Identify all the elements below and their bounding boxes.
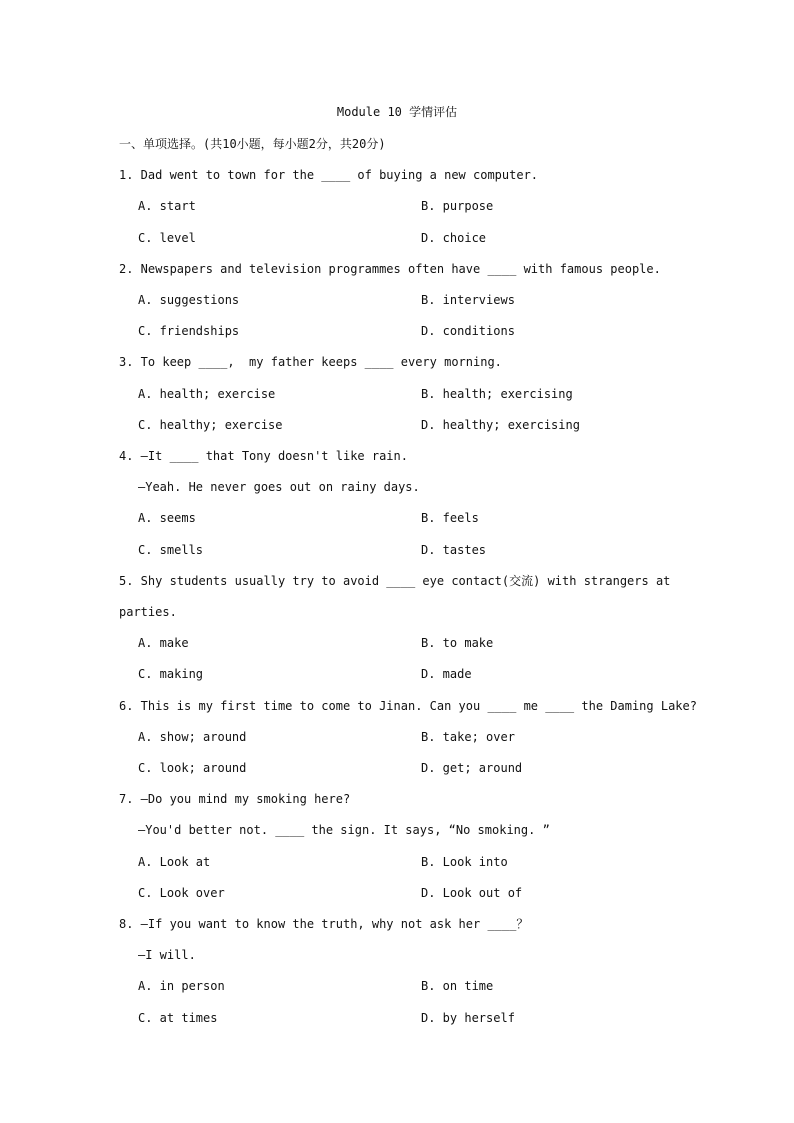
question-stem: 1. Dad went to town for the ____ of buying a new computer. (119, 168, 539, 182)
option-b: B. purpose (421, 199, 494, 213)
option-d: D. Look out of (421, 886, 523, 900)
option-b: B. take; over (421, 730, 515, 744)
page-title: Module 10 学情评估 (336, 105, 458, 119)
question-stem: 2. Newspapers and television programmes often have ____ with famous people. (119, 262, 661, 276)
option-c: C. smells (138, 543, 204, 557)
dialogue-reply: —I will. (138, 948, 196, 962)
option-c: C. making (138, 667, 204, 681)
question-stem-continued: parties. (119, 605, 177, 619)
option-c: C. healthy; exercise (138, 418, 283, 432)
option-d: D. conditions (421, 324, 515, 338)
question-stem: 6. This is my first time to come to Jinan. Can you ____ me ____ the Daming Lake? (119, 699, 697, 713)
option-b: B. Look into (421, 855, 508, 869)
option-b: B. interviews (421, 293, 515, 307)
question-stem: 5. Shy students usually try to avoid ____ eye contact(交流) with strangers at (119, 574, 671, 588)
option-a: A. health; exercise (138, 387, 276, 401)
option-b: B. feels (421, 511, 479, 525)
option-b: B. to make (421, 636, 494, 650)
option-c: C. level (138, 231, 196, 245)
option-b: B. on time (421, 979, 494, 993)
option-c: C. look; around (138, 761, 247, 775)
dialogue-reply: —You'd better not. ____ the sign. It says, “No smoking. ” (138, 823, 550, 837)
dialogue-reply: —Yeah. He never goes out on rainy days. (138, 480, 420, 494)
option-d: D. get; around (421, 761, 523, 775)
option-a: A. make (138, 636, 189, 650)
option-d: D. tastes (421, 543, 487, 557)
question-stem: 3. To keep ____, my father keeps ____ every morning. (119, 355, 502, 369)
option-a: A. start (138, 199, 196, 213)
section-heading: 一、单项选择。(共10小题，每小题2分，共20分) (119, 137, 386, 151)
option-b: B. health; exercising (421, 387, 573, 401)
option-d: D. by herself (421, 1011, 515, 1025)
option-a: A. suggestions (138, 293, 240, 307)
option-c: C. Look over (138, 886, 225, 900)
question-stem: 8. —If you want to know the truth, why not ask her ____？ (119, 917, 529, 931)
option-c: C. at times (138, 1011, 218, 1025)
option-a: A. in person (138, 979, 225, 993)
option-a: A. Look at (138, 855, 211, 869)
option-c: C. friendships (138, 324, 240, 338)
option-d: D. choice (421, 231, 487, 245)
option-d: D. made (421, 667, 472, 681)
question-stem: 4. —It ____ that Tony doesn't like rain. (119, 449, 408, 463)
option-a: A. show; around (138, 730, 247, 744)
option-a: A. seems (138, 511, 196, 525)
question-stem: 7. —Do you mind my smoking here? (119, 792, 351, 806)
option-d: D. healthy; exercising (421, 418, 580, 432)
